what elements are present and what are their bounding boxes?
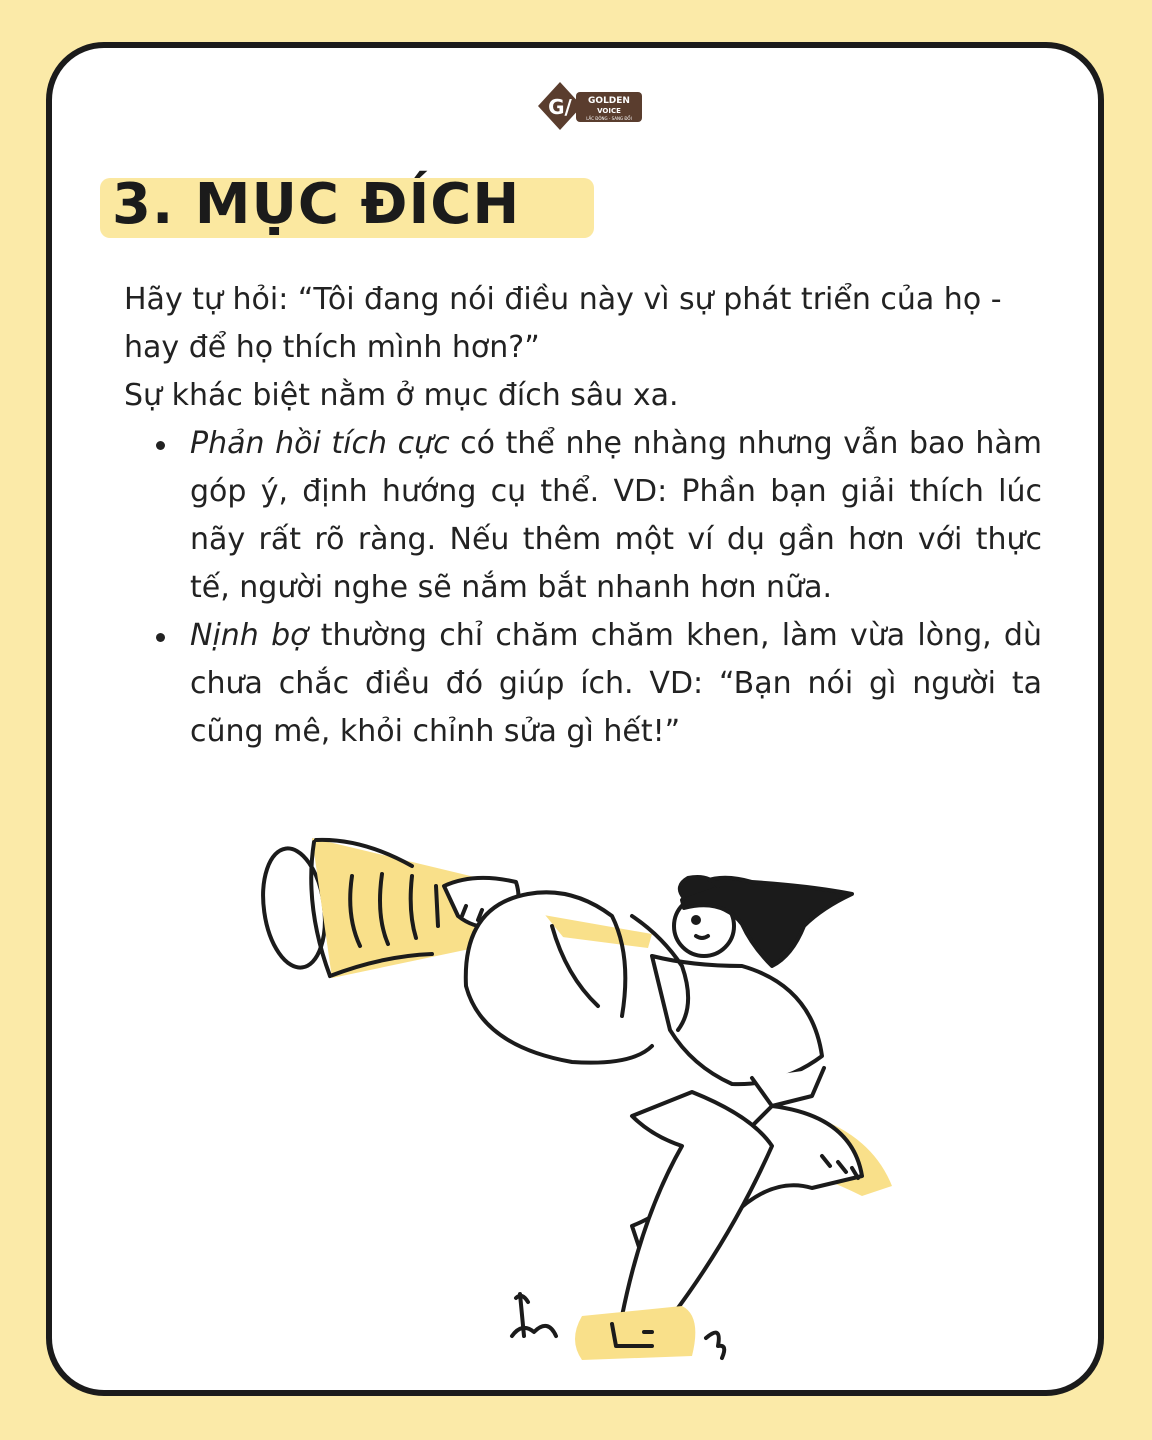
logo-name-line1: GOLDEN (588, 96, 630, 106)
bullet-text: có thể nhẹ nhàng nhưng vẫn bao hàm góp ý, định hướng cụ thể. VD: Phần bạn giải thích lúc nãy rất rõ ràng. Nếu thêm một ví dụ gần hơn với thực tế, người nghe sẽ nắm bắt nhanh hơn nữa. (190, 426, 1043, 605)
bullet-item-positive-feedback (190, 420, 1042, 612)
bullet-term: Phản hồi tích cực (190, 426, 450, 461)
logo-mark: G/ (548, 95, 572, 119)
bullet-term: Nịnh bợ (190, 618, 309, 653)
section-title: 3. MỤC ĐÍCH (112, 172, 521, 237)
golden-voice-logo (534, 78, 654, 136)
bullet-text: thường chỉ chăm chăm khen, làm vừa lòng, dù chưa chắc điều đó giúp ích. VD: “Bạn nói gì người ta cũng mê, khỏi chỉnh sửa gì hết!” (190, 618, 1042, 749)
woman-with-megaphone-illustration (212, 816, 912, 1376)
summary-paragraph: Sự khác biệt nằm ở mục đích sâu xa. (124, 378, 679, 413)
logo-tagline: LẮC ĐÔNG - SANG ĐỔI (586, 116, 632, 121)
intro-paragraph: Hãy tự hỏi: “Tôi đang nói điều này vì sự phát triển của họ - hay để họ thích mình hơn?” (124, 282, 1002, 365)
bullet-item-flattery (190, 612, 1042, 756)
body-text (124, 276, 1042, 756)
logo-name-line2: VOICE (597, 107, 621, 115)
content-card (46, 42, 1104, 1396)
bullet-list (124, 420, 1042, 756)
